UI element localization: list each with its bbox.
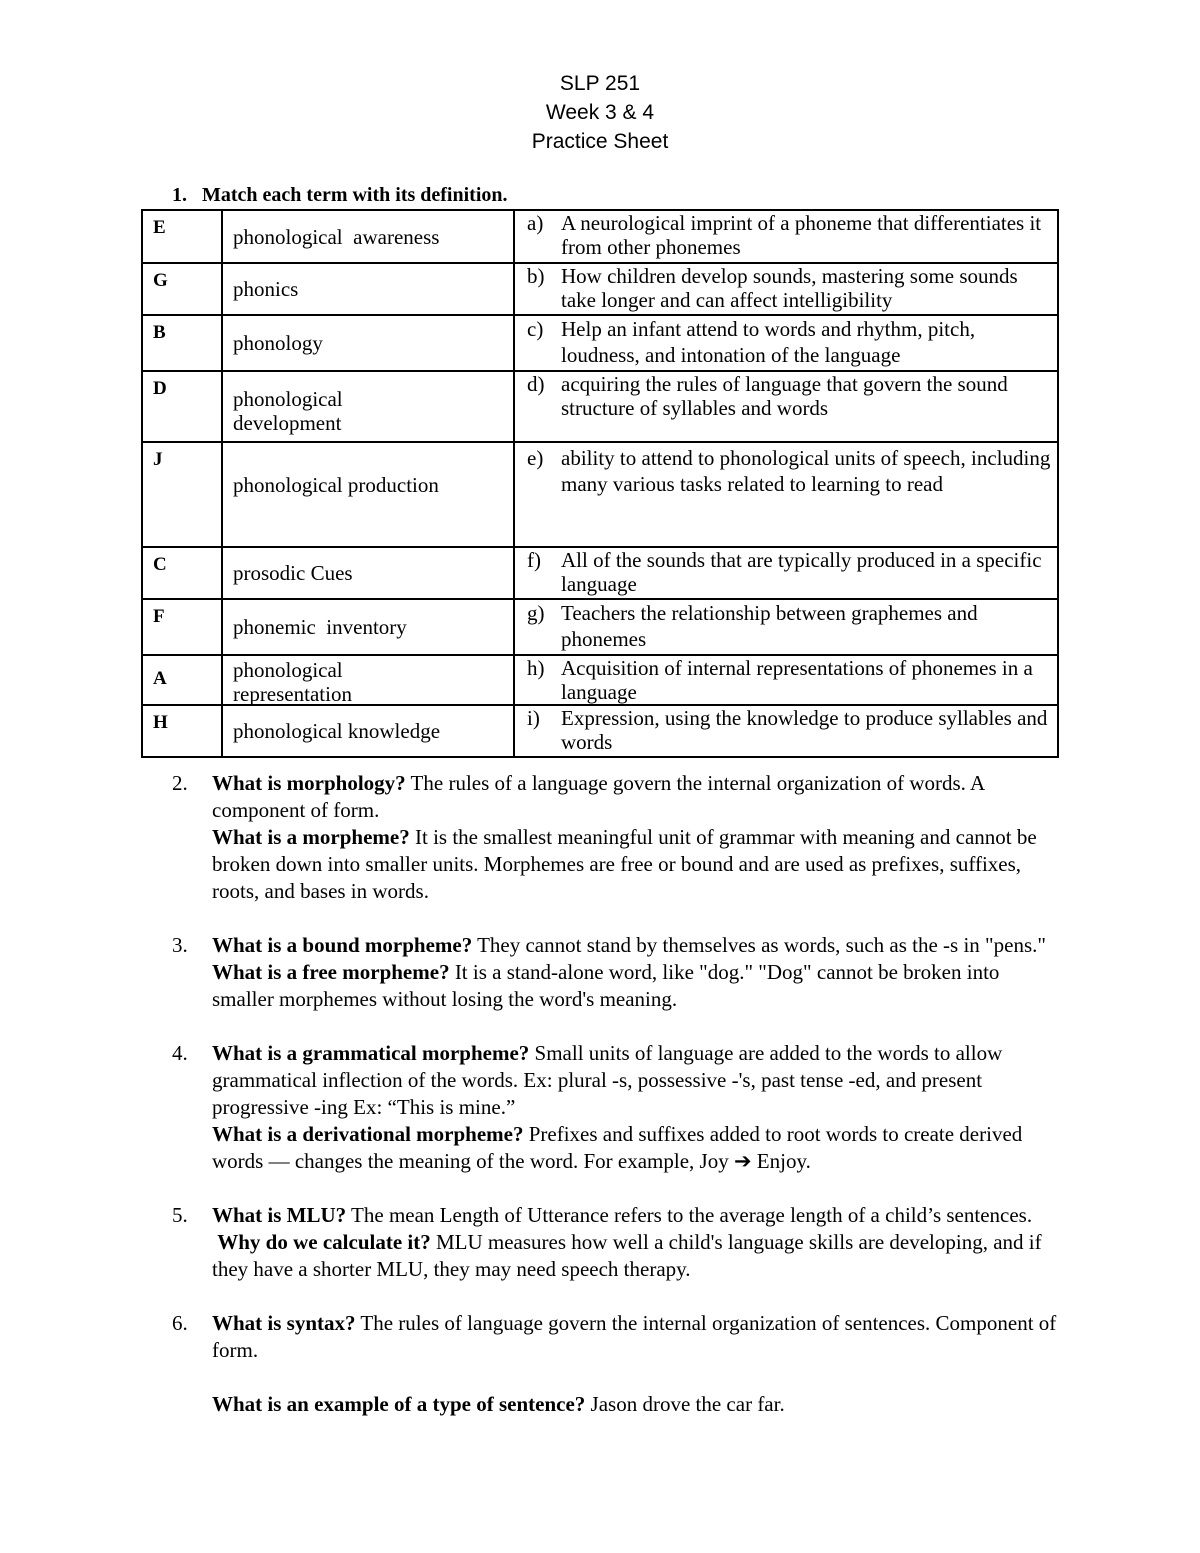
definition: Expression, using the knowledge to produce syllables and words [561, 706, 1048, 754]
table-row [142, 263, 1058, 315]
term: phonological representation [233, 658, 352, 706]
question-prompt: What is a bound morpheme? [212, 933, 473, 957]
table-row [142, 210, 1058, 263]
table-row [142, 547, 1058, 599]
answer-text: It is a stand-alone word, like "dog." "Dog" cannot be broken into smaller morphemes without losing the word's meaning. [212, 960, 1000, 1011]
week-label: Week 3 & 4 [545, 101, 655, 124]
term: phonics [233, 277, 299, 301]
definition-label: b) [527, 264, 545, 288]
question-prompt: Why do we calculate it? [212, 1230, 431, 1254]
table-row [142, 442, 1058, 547]
definition-label: g) [527, 601, 545, 625]
answer-letter: G [142, 263, 222, 315]
definition: A neurological imprint of a phoneme that differentiates it from other phonemes [561, 211, 1042, 259]
question-item [172, 1202, 1062, 1283]
question-prompt: What is a grammatical morpheme? [212, 1041, 530, 1065]
question-number: 4. [172, 1041, 188, 1065]
answer-letter: E [142, 210, 222, 263]
answer-text: They cannot stand by themselves as words, such as the -s in "pens." [472, 933, 1046, 957]
definition-label: i) [527, 706, 540, 730]
answer-text: Prefixes and suffixes added to root words to create derived words — changes the meaning of the word. For example, Joy ➔ Enjoy. [212, 1122, 1023, 1173]
question-number: 5. [172, 1203, 188, 1227]
answer-letter: J [142, 442, 222, 547]
question-prompt: What is a free morpheme? [212, 960, 450, 984]
question-list [172, 770, 1062, 1445]
answer-text: The mean Length of Utterance refers to the average length of a child’s sentences. [346, 1203, 1033, 1227]
definition: ability to attend to phonological units of speech, including many various tasks related to learning to read [561, 446, 1051, 496]
answer-letter: B [142, 315, 222, 371]
definition: Acquisition of internal representations of phonemes in a language [561, 656, 1033, 704]
definition: All of the sounds that are typically produced in a specific language [561, 548, 1042, 596]
answer-letter: A [142, 655, 222, 705]
answer-letter: D [142, 371, 222, 442]
table-row [142, 705, 1058, 757]
definition-label: c) [527, 317, 544, 341]
answer-text: It is the smallest meaningful unit of grammar with meaning and cannot be broken down into smaller units. Morphemes are free or bound and are used as prefixes, suffixes, roots, and bases in words. [212, 825, 1037, 903]
question-item [172, 1310, 1062, 1418]
question-number: 6. [172, 1311, 188, 1335]
question-item [172, 770, 1062, 905]
sheet-title: Practice Sheet [531, 130, 669, 153]
matching-table [141, 209, 1059, 758]
term: phonological production [233, 473, 439, 497]
question-prompt: What is a morpheme? [212, 825, 410, 849]
definition-label: h) [527, 656, 545, 680]
question-prompt: What is morphology? [212, 771, 406, 795]
term: phonological development [233, 386, 343, 435]
table-row [142, 599, 1058, 655]
definition-label: d) [527, 372, 545, 396]
question-number: 3. [172, 933, 188, 957]
question-item [172, 1040, 1062, 1175]
answer-letter: C [142, 547, 222, 599]
question-number: 2. [172, 771, 188, 795]
term: phonemic inventory [233, 615, 407, 639]
answer-text: The rules of a language govern the internal organization of words. A component of form. [212, 771, 984, 822]
question-prompt: What is syntax? [212, 1311, 356, 1335]
term: phonology [233, 331, 323, 355]
answer-text: Small units of language are added to the words to allow grammatical inflection of the words. Ex: plural -s, possessive -'s, past tense -ed, and present progressive -ing Ex: “This is mine.” [212, 1041, 1003, 1119]
definition: How children develop sounds, mastering some sounds take longer and can affect intelligibility [561, 264, 1018, 312]
answer-text: MLU measures how well a child's language skills are developing, and if they have a shorter MLU, they may need speech therapy. [212, 1230, 1042, 1281]
answer-text: The rules of language govern the internal organization of sentences. Component of form. [212, 1311, 1057, 1362]
answer-letter: H [142, 705, 222, 757]
answer-text: Jason drove the car far. [585, 1392, 785, 1416]
question-1-prompt: 1. Match each term with its definition. [172, 184, 508, 206]
question-prompt: What is a derivational morpheme? [212, 1122, 524, 1146]
question-item [172, 932, 1062, 1013]
question-prompt: What is MLU? [212, 1203, 347, 1227]
definition: acquiring the rules of language that govern the sound structure of syllables and words [561, 372, 1008, 420]
course-code: SLP 251 [559, 72, 641, 95]
term: phonological knowledge [233, 719, 441, 743]
term: prosodic Cues [233, 561, 353, 585]
term: phonological awareness [233, 224, 440, 249]
table-row [142, 655, 1058, 705]
table-row [142, 371, 1058, 442]
definition-label: a) [527, 211, 544, 235]
question-prompt: What is an example of a type of sentence? [212, 1392, 586, 1416]
table-row [142, 315, 1058, 371]
answer-letter: F [142, 599, 222, 655]
definition-label: e) [527, 446, 544, 470]
definition: Help an infant attend to words and rhythm, pitch, loudness, and intonation of the language [561, 317, 976, 367]
definition: Teachers the relationship between graphemes and phonemes [561, 601, 978, 651]
definition-label: f) [527, 548, 541, 572]
